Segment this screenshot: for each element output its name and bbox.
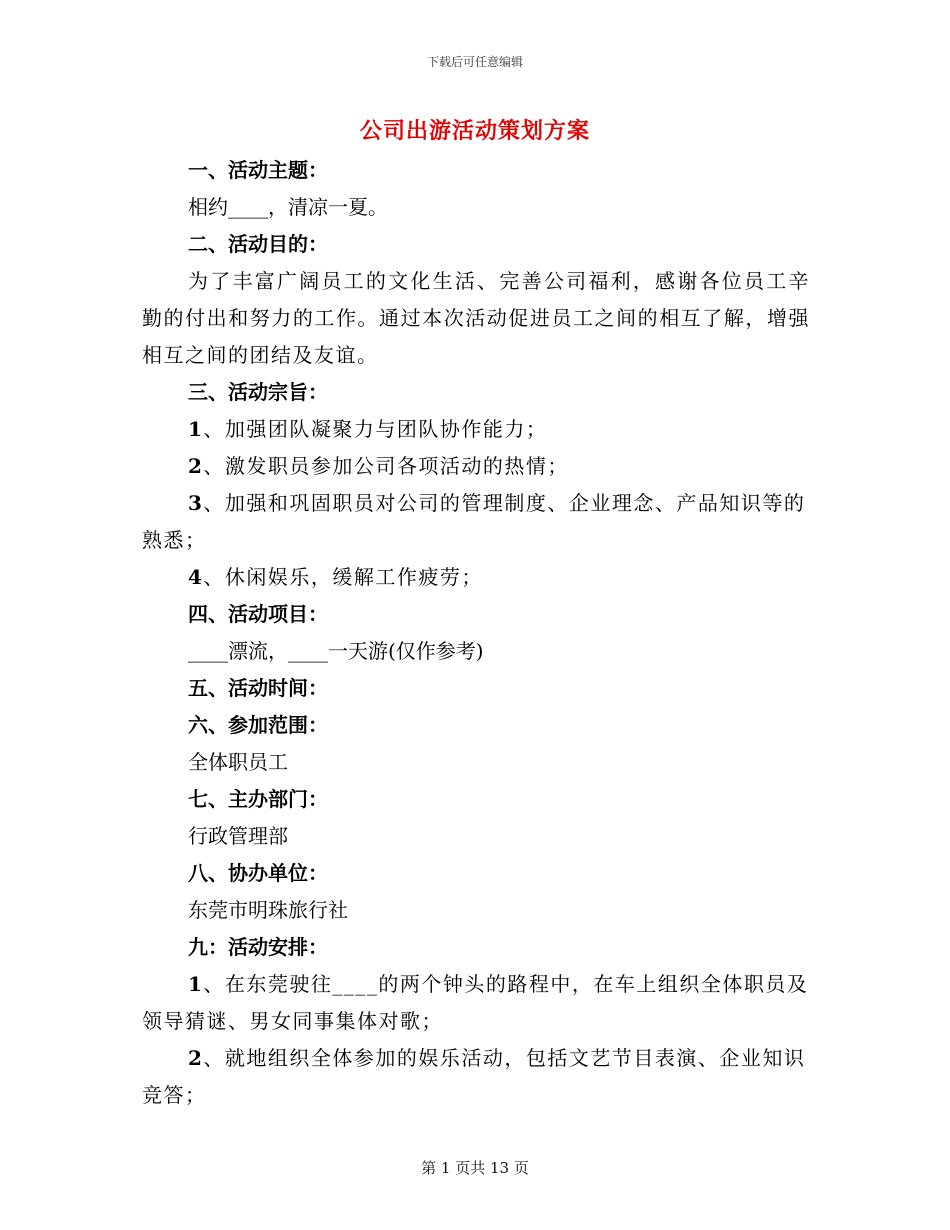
list-item-text: 、加强和巩固职员对公司的管理制度、企业理念、产品知识等的熟悉； xyxy=(142,491,806,552)
list-item-text: 、在东莞驶往____的两个钟头的路程中，在车上组织全体职员及领导猜谜、男女同事集体对歌； xyxy=(142,972,809,1033)
list-item-number: 1 xyxy=(188,972,204,996)
section-heading-tenet: 三、活动宗旨： xyxy=(188,380,328,404)
section-heading-scope: 六、参加范围： xyxy=(188,713,328,737)
document-body xyxy=(142,152,810,1114)
section-heading-purpose: 二、活动目的： xyxy=(188,232,328,256)
list-item-number: 2 xyxy=(188,454,204,478)
list-item-tenet-4 xyxy=(142,559,810,596)
list-item-tenet-1 xyxy=(142,411,810,448)
list-item-schedule-2 xyxy=(142,1040,810,1114)
section-text-projects: ____漂流，____一天游(仅作参考) xyxy=(188,639,484,663)
list-item-tenet-3 xyxy=(142,485,810,559)
list-item-number: 2 xyxy=(188,1046,204,1070)
section-heading-schedule: 九：活动安排： xyxy=(188,935,328,959)
list-item-number: 4 xyxy=(188,565,204,589)
section-heading-co-organizer: 八、协办单位： xyxy=(188,861,328,885)
section-text-organizer: 行政管理部 xyxy=(188,824,288,848)
list-item-number: 1 xyxy=(188,417,204,441)
header-note: 下载后可任意编辑 xyxy=(426,55,523,69)
list-item-text: 、就地组织全体参加的娱乐活动，包括文艺节目表演、企业知识竞答； xyxy=(142,1046,806,1107)
section-text-co-organizer: 东莞市明珠旅行社 xyxy=(188,898,348,922)
document-title: 公司出游活动策划方案 xyxy=(359,118,590,144)
list-item-number: 3 xyxy=(188,491,204,515)
section-heading-organizer: 七、主办部门： xyxy=(188,787,328,811)
section-heading-projects: 四、活动项目： xyxy=(188,602,328,626)
list-item-text: 、加强团队凝聚力与团队协作能力； xyxy=(203,417,548,441)
list-item-text: 、激发职员参加公司各项活动的热情； xyxy=(203,454,569,478)
section-text-theme: 相约____，清凉一夏。 xyxy=(188,195,388,219)
list-item-text: 、休闲娱乐，缓解工作疲劳； xyxy=(203,565,483,589)
section-heading-time: 五、活动时间： xyxy=(188,676,328,700)
list-item-schedule-1 xyxy=(142,966,810,1040)
list-item-tenet-2 xyxy=(142,448,810,485)
section-text-purpose: 为了丰富广阔员工的文化生活、完善公司福利，感谢各位员工辛勤的付出和努力的工作。通过本次活动促进员工之间的相互了解，增强相互之间的团结及友谊。 xyxy=(142,269,810,367)
section-heading-theme: 一、活动主题： xyxy=(188,158,328,182)
page-footer: 第 1 页共 13 页 xyxy=(421,1159,529,1177)
section-text-scope: 全体职员工 xyxy=(188,750,288,774)
